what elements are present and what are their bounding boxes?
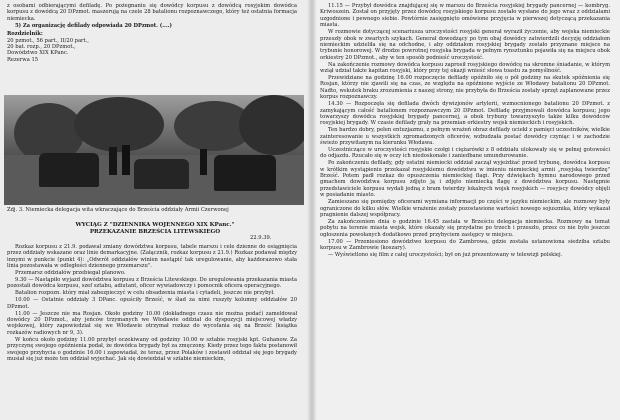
paragraph: W końcu około godziny 11.00 przybył oczekiwany od godziny 10.00 w sztabie rosyjski kpt. Guhanow. Za przyczynę swojego opóźnienia podał, że dowódca brygady był za zmęczony. Kiedy przez tego faktu postanowił swojego przybycia o godzinie 16.00 i zapowiadał, że teraz, przez Polaków i zostawił oddział się jego brygady musiał się już może ten oddział wyjechać. Jak się dowiedział w sztabie niemieckim, (7, 336, 297, 362)
roster (7, 31, 297, 63)
paragraph: 17.00 — Przeniesiono dowództwo korpusu do Zambrowa, gdzie została ustanowiona siedziba sztabu korpusu w Zambrowie (koszary). (320, 238, 610, 252)
paragraph: 11.15 — Przybył dowódca znajdującej się w marszu do Brześcia rosyjskiej brygady pancernej — kombryg. Kriwoszein. Został on przyjęty przez dowódcę rosyjskiego korpusu zostało wysłane do jego wraz z oddziałami uzgodnione i pewnego siebie. Powtórnie zasięgnięto omówione przyjęcia w pierwszej dotyczącą przekazania miasta. (320, 3, 610, 29)
paragraph: Ten bardzo dobry, pełen entuzjazmu, z pełnym wrażeń obraz defilady uciekł z pamięci uczestników, wielkie zainteresowanie u wszystkich zgromadzonych oficerów, wzbudzała postać dowódcy czyniąc i w zachodzie świeżo przywitanym na kierunku Włodawa. (320, 127, 610, 147)
photo-vehicle (214, 155, 276, 191)
photo-vehicle (39, 153, 99, 187)
roster-line: Rezerwa 15 (7, 56, 39, 63)
paragraph: Zamieszano się pomiędzy oficerami wymiana informacji po części w języku niemieckim, ale rozmowy były ograniczone do kilku słów. Wielkie wrażenie zostały pozostawione wartości nowego sojusznika, który wykazał pragnienie dalszej współpracy. (320, 199, 610, 218)
paragraph: 11.00 — Jeszcze nie ma Rosjan. Około godziny 10.00 (dokładnego czasu nie można podać) zameldował dowódcy 20 DPzmot., aby jeńców trzymanych we Włodawie oddział do dyspozycji miejscowej władzy wojskowej, który zapowiedział się we Włodawie otrzymał rozkaz do wycofania się na Brześć (książka rozkazów radiowych nr 9, 3). (7, 310, 297, 336)
paragraph: Za zakończeniem dnia o godzinie 16.45 zastała w Brześciu delegacja niemiecka. Rozmowy na temat pobytu na terenie miasta wojsk, które okazały się przydatne po trzech i przeszło, przez co nie było jeszcze ogłoszenia powołanych dodatkowo przed przybyciem zastępcy w miejscu. (320, 218, 610, 238)
paragraph: 9.30 — Nastąpiło wyjazd dowództwa korpusu z Brześcia Litewskiego. Do uregulowania przekazania miasta pozostali dowódca korpusu, szef sztabu, adiutant, oficer wywiadowczy i pomocnik oficera operacyjnego. (7, 277, 297, 290)
roster-line: 20 bat. rozp., 20 DPzmot., (7, 43, 76, 50)
photo-tree (74, 97, 164, 152)
section-heading (7, 222, 303, 236)
paragraph: 10.00 — Ostatnie oddziały 3 DPanc. opuściły Brześć, w ślad za nimi ruszyły kolumny oddziałów 20 DPzmot. (7, 297, 297, 310)
right-page (312, 0, 620, 420)
entry-date: 22.9.39. (250, 235, 272, 241)
paragraph: Przewidziane na godzinę 16.00 rozpoczęcie defilady opóźniło się o pół godziny na skutek spóźnienia się Rosjan, którzy nie zjawili się na czas, ze względu na opóźnione wyjście ze Włodawy batalionu 20 DPzmot. Nadto, wskutek braku zrozumienia z naszej strony, nie przybyła do Brześcia zostały sprzęt zaplanowane przez korpus rozpoznawczy. (320, 74, 610, 101)
book-gutter (307, 0, 317, 420)
paragraph: z osobami odbierającymi defiladę. Po pożegnaniu się dowódcy korpusu z dowódcą rosyjskim dowódca korpusu z dowódcą 20 DPzmot. maszerują na czele 28 batalionu rozpoznawczego, który też ostatnia formacja niemiecka. (7, 3, 297, 22)
photo-figure (200, 149, 207, 175)
paragraph: Rozkaz korpusu z 21.9. podawał zmiany dowództwa korpusu, tabele marszu i cele dzienne do osiągnięcia przez oddziały wskazane oraz linie demarkacyjne. (Załącznik, rozkaz korpusu z 21.9.) Rozkaz podawał między innymi w punkcie (punkt 4): „Odwrót oddziałów winien nastąpić tak uregulowanie, aby każdorazowo stała linia pozostawała w odległości dziennego przemarszu". (7, 244, 297, 270)
photo-tree (239, 95, 304, 155)
photo-figure (122, 145, 130, 175)
left-body (7, 244, 297, 363)
paragraph: Na zakończenie rozmowy dowódca korpusu zaprosił rosyjskiego dowódcę na skromne śniadanie, w którym wziął udział także kapitan rosyjski, który przy tej okazji wnieść słowa toastu za pomyślność. (320, 61, 610, 75)
paragraph: 14.30 — Rozpoczęła się defilada dwóch dywizjonów artylerii, wzmocnionego batalionu 20 DPzmot. z zamykającym całość batalionem rozpoznawczym 20 DPzmot. Defiladę przyjmowali dowódca korpusu; jego towarzyszy dowódca rosyjskiej brygady pancernej, a obok trybuny towarzyszyło także kilku dowódców rosyjskiej brygady. W czasie defilady grały na przemian orkiestry wojsk niemieckich i rosyjskich. (320, 101, 610, 127)
photo-caption: Zdj. 3. Niemiecka delegacja wita wkraczające do Brześcia oddziały Armii Czerwonej (7, 207, 229, 213)
paragraph: Uczestniczące w uroczystości rosyjskie czołgi i ciężarówki z 8 oddziału ulokowały się w pełnej gotowości do odjazdu. Rzucało się w oczy ich niedoskonałe i zaniedbane umundurowanie. (320, 146, 610, 160)
roster-line: 20 pzmot., 56 part., II/20 part., (7, 37, 89, 44)
paragraph: Batalion rozpozn. który miał zabezpieczyć w celu obsadzenia miasta i cytadeli, jeszcze nie przybył. (15, 290, 275, 297)
heading-line: WYCIĄG Z "DZIENNIKA WOJENNEGO XIX KPanc." (75, 222, 235, 228)
roster-title: Rozdzielnik: (7, 31, 43, 38)
paragraph: 5) Za organizację defilady odpowiada 20 DPzmot. (....) (15, 22, 172, 29)
photo-figure (109, 147, 117, 175)
left-top-block (7, 3, 297, 63)
roster-line: Dowództwo XIX KPanc. (7, 50, 69, 57)
historical-photo (4, 95, 304, 205)
paragraph: W rozmowie dotyczącej scenariusza uroczystości rosyjski generał wyraził życzenie, aby wojska niemieckie przeszły obok w zwartych szykach. Generał dowodzący po tym obaj dowódcy zatwierdzili decyzję oddziałom niemieckim udzieliła się na odchodne, i aby oddziałom rosyjskiej brygady zostało przyznane miejsce na trybunie honorowej. W drodze powrotnej rosyjska brygada w pełnym rynsztunku pojawiła się na miejscu obok orkiestry 20 DPzmot., aby w ten sposób podnieść uroczystość. (320, 29, 610, 61)
paragraph: Po zakończeniu defilady, gdy ostatni niemiecki oddział zaczął wyjeżdżać przed trybunę, dowódca korpusu w krótkim wystąpieniu przekazał rosyjskiemu dowództwu w imieniu niemieckiej armii „rosyjską twierdzę" Brześć. Potem padł rozkaz do opuszczenia niemieckiej flagi. Przy dźwiękach hymnu narodowego przed gmachem dowództwa korpusu zdjęto ją i zdjęto niemiecką flagę z dowództwa korpusu. Następnie przedstawiciele korpusu wydali jedną z bram twierdzy lokalnych wojsk rosyjskich — rosyjscy dowódcy objęli w posiadanie miasto. (320, 160, 610, 199)
paragraph: Przemarsz oddziałów przebiegał planowo. (15, 270, 126, 277)
right-body (320, 3, 610, 259)
footnote: — Wyświetlono się film z całej uroczystości; był on już prezentowany w telewizji polskiej. (328, 251, 563, 258)
heading-line: PRZEKAZANIE BRZEŚCIA LITEWSKIEGO (89, 228, 221, 235)
photo-vehicle (134, 159, 189, 189)
